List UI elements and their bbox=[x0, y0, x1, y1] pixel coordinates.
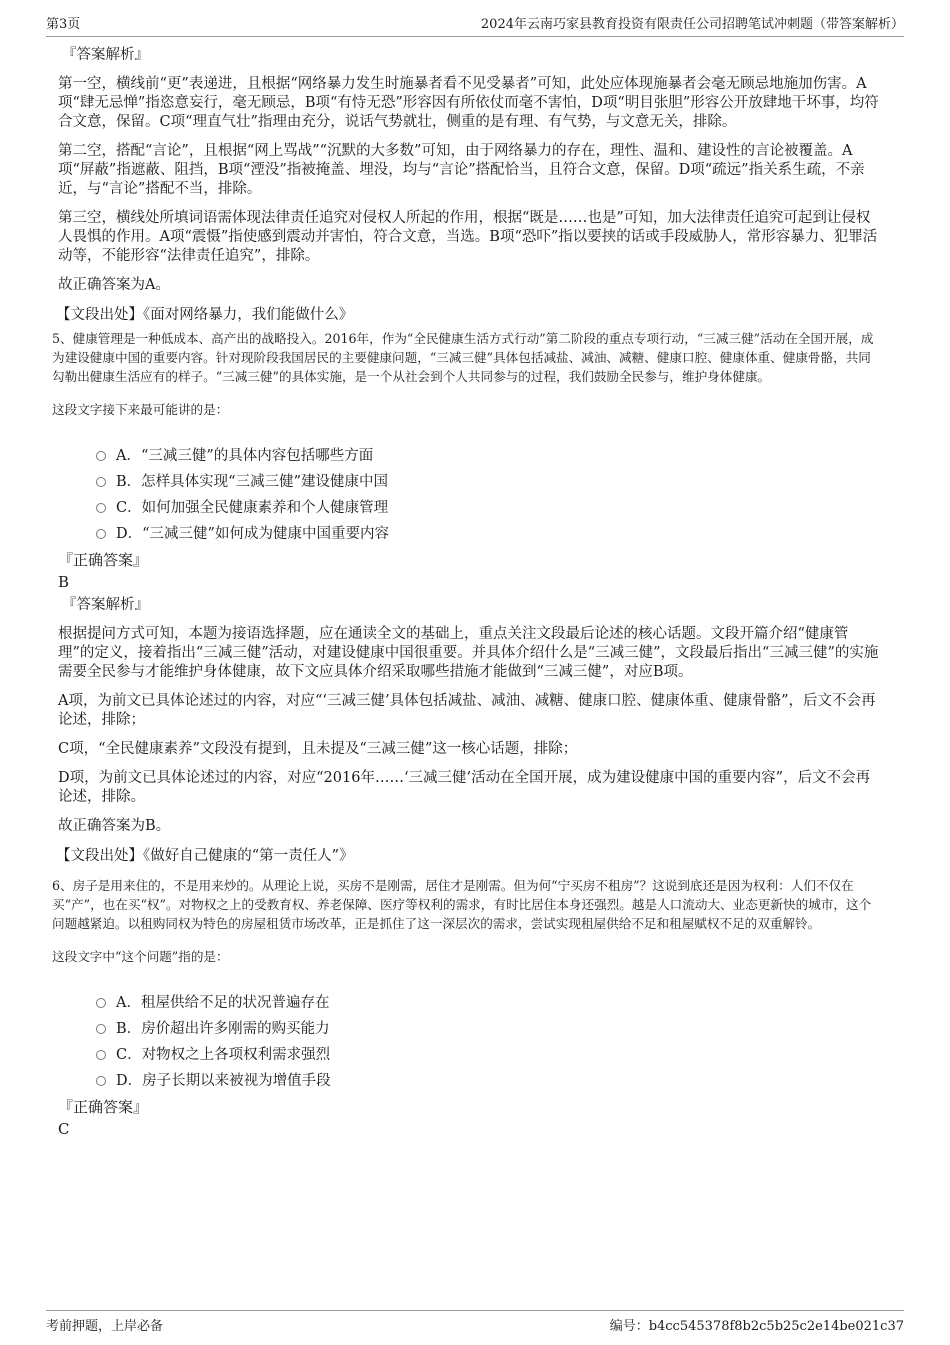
page-content bbox=[52, 45, 880, 1142]
radio-icon[interactable] bbox=[96, 503, 106, 513]
q4-analysis-paragraph: 第三空，横线处所填词语需体现法律责任追究对侵权人所起的作用，根据“既是……也是”可知，加大法律责任追究可起到让侵权人畏惧的作用。A项“震慑”指使感到震动并害怕，符合文意，当选。B项“恐吓”指以要挟的话或手段威胁人，常形容暴力、犯罪活动等，不能形容“法律责任追究”，排除。 bbox=[58, 210, 878, 264]
q5-option-a[interactable] bbox=[96, 441, 880, 467]
q5-analysis-paragraph: C项，“全民健康素养”文段没有提到，且未提及“三减三健”这一核心话题，排除； bbox=[58, 741, 578, 757]
option-letter: D． bbox=[116, 525, 143, 542]
q4-analysis-paragraph: 第一空，横线前“更”表递进，且根据“网络暴力发生时施暴者看不见受暴者”可知，此处应体现施暴者会毫无顾忌地施加伤害。A项“肆无忌惮”指恣意妄行，毫无顾忌，B项“有恃无恐”形容因有所依仗而毫不害怕，D项“明目张胆”形容公开放肆地干坏事，均符合文意，保留。C项“理直气壮”指理由充分，说话气势就壮，侧重的是有理、有气势，与文意无关，排除。 bbox=[58, 76, 879, 130]
option-letter: C． bbox=[116, 1046, 142, 1063]
option-text: 对物权之上各项权利需求强烈 bbox=[141, 1046, 331, 1063]
option-text: “三减三健”如何成为健康中国重要内容 bbox=[142, 525, 389, 542]
option-text: 房价超出许多刚需的购买能力 bbox=[141, 1020, 330, 1037]
q5-option-b[interactable] bbox=[96, 467, 880, 493]
option-text: “三减三健”的具体内容包括哪些方面 bbox=[140, 447, 374, 464]
document-id: 编号：b4cc545378f8b2c5b25c2e14be021c37 bbox=[609, 1319, 904, 1334]
q6-question-text: 6、房子是用来住的，不是用来炒的。从理论上说，买房不是刚需，居住才是刚需。但为何“宁买房不租房”？这说到底还是因为权利：人们不仅在买“产”，也在买“权”。对物权之上的受教育权、养老保障、医疗等权利的需求，有时比居住本身还强烈。越是人口流动大、业态更新快的城市，这个问题越紧迫。以租购同权为特色的房屋租赁市场改革，正是抓住了这一深层次的需求，尝试实现租屋供给不足和租屋赋权不足的双重解铃。 bbox=[52, 878, 872, 931]
radio-icon[interactable] bbox=[96, 451, 106, 461]
q4-analysis-paragraph: 第二空，搭配“言论”，且根据“网上骂战”“沉默的大多数”可知，由于网络暴力的存在，理性、温和、建设性的言论被覆盖。A项“屏蔽”指遮蔽、阻挡，B项“湮没”指被掩盖、埋没，均与“言论”搭配恰当，且符合文意，保留。D项“疏远”指关系生疏，不亲近，与“言论”搭配不当，排除。 bbox=[58, 143, 865, 197]
option-letter: A． bbox=[116, 994, 141, 1011]
document-title: 2024年云南巧家县教育投资有限责任公司招聘笔试冲刺题（带答案解析） bbox=[480, 17, 904, 32]
q5-analysis-paragraph: D项，为前文已具体论述过的内容，对应“2016年……‘三减三健’活动在全国开展，成为建设健康中国的重要内容”，后文不会再论述，排除。 bbox=[58, 770, 871, 805]
q6-prompt: 这段文字中“这个问题”指的是： bbox=[52, 949, 229, 964]
option-text: 租屋供给不足的状况普遍存在 bbox=[140, 994, 330, 1011]
q4-conclusion: 故正确答案为A。 bbox=[58, 277, 170, 293]
option-text: 如何加强全民健康素养和个人健康管理 bbox=[141, 499, 389, 516]
q5-option-c[interactable] bbox=[96, 493, 880, 519]
q6-correct-answer: C bbox=[58, 1120, 70, 1138]
q5-correct-label: 『正确答案』 bbox=[58, 551, 149, 569]
radio-icon[interactable] bbox=[96, 477, 106, 487]
q5-source: 【文段出处】《做好自己健康的“第一责任人”》 bbox=[56, 848, 354, 864]
option-letter: C． bbox=[116, 499, 142, 516]
footer-slogan: 考前押题，上岸必备 bbox=[46, 1319, 164, 1334]
option-text: 怎样具体实现“三减三健”建设健康中国 bbox=[141, 473, 388, 490]
q5-question-text: 5、健康管理是一种低成本、高产出的战略投入。2016年，作为“全民健康生活方式行动”第二阶段的重点专项行动，“三减三健”活动在全国开展，成为建设健康中国的重要内容。针对现阶段我国居民的主要健康问题，“三减三健”具体包括减盐、减油、减糖、健康口腔、健康体重、健康骨骼，共同勾勒出健康生活应有的样子。“三减三健”的具体实施，是一个从社会到个人共同参与的过程，我们鼓励全民参与，维护身体健康。 bbox=[52, 331, 874, 384]
option-text: 房子长期以来被视为增值手段 bbox=[142, 1072, 331, 1089]
radio-icon[interactable] bbox=[96, 1076, 106, 1086]
radio-icon[interactable] bbox=[96, 529, 106, 539]
radio-icon[interactable] bbox=[96, 998, 106, 1008]
q6-option-d[interactable] bbox=[96, 1066, 880, 1092]
radio-icon[interactable] bbox=[96, 1024, 106, 1034]
q5-correct-answer: B bbox=[58, 573, 70, 591]
q5-option-d[interactable] bbox=[96, 519, 880, 545]
page-footer bbox=[46, 1310, 904, 1334]
q4-analysis-label: 『答案解析』 bbox=[62, 47, 149, 63]
option-letter: B． bbox=[116, 1020, 142, 1037]
radio-icon[interactable] bbox=[96, 1050, 106, 1060]
page-header bbox=[46, 13, 904, 37]
option-letter: D． bbox=[116, 1072, 143, 1089]
q5-analysis-paragraph: A项，为前文已具体论述过的内容，对应“‘三减三健’具体包括减盐、减油、减糖、健康口腔、健康体重、健康骨骼”，后文不会再论述，排除； bbox=[58, 693, 876, 728]
q5-analysis-label: 『答案解析』 bbox=[62, 597, 149, 613]
q6-option-a[interactable] bbox=[96, 988, 880, 1014]
q6-option-c[interactable] bbox=[96, 1040, 880, 1066]
page-number: 第3页 bbox=[46, 17, 81, 32]
q4-source: 【文段出处】《面对网络暴力，我们能做什么》 bbox=[56, 307, 354, 323]
q5-conclusion: 故正确答案为B。 bbox=[58, 818, 171, 834]
option-letter: B． bbox=[116, 473, 142, 490]
q5-prompt: 这段文字接下来最可能讲的是： bbox=[52, 402, 229, 417]
q6-option-b[interactable] bbox=[96, 1014, 880, 1040]
q5-analysis-paragraph: 根据提问方式可知，本题为接语选择题，应在通读全文的基础上，重点关注文段最后论述的核心话题。文段开篇介绍“健康管理”的定义，接着指出“三减三健”活动，对建设健康中国很重要。并具体介绍什么是“三减三健”，文段最后指出“三减三健”的实施需要全民参与才能维护身体健康，故下文应具体介绍采取哪些措施才能做到“三减三健”，对应B项。 bbox=[58, 626, 879, 680]
q6-correct-label: 『正确答案』 bbox=[58, 1098, 149, 1116]
option-letter: A． bbox=[116, 447, 141, 464]
